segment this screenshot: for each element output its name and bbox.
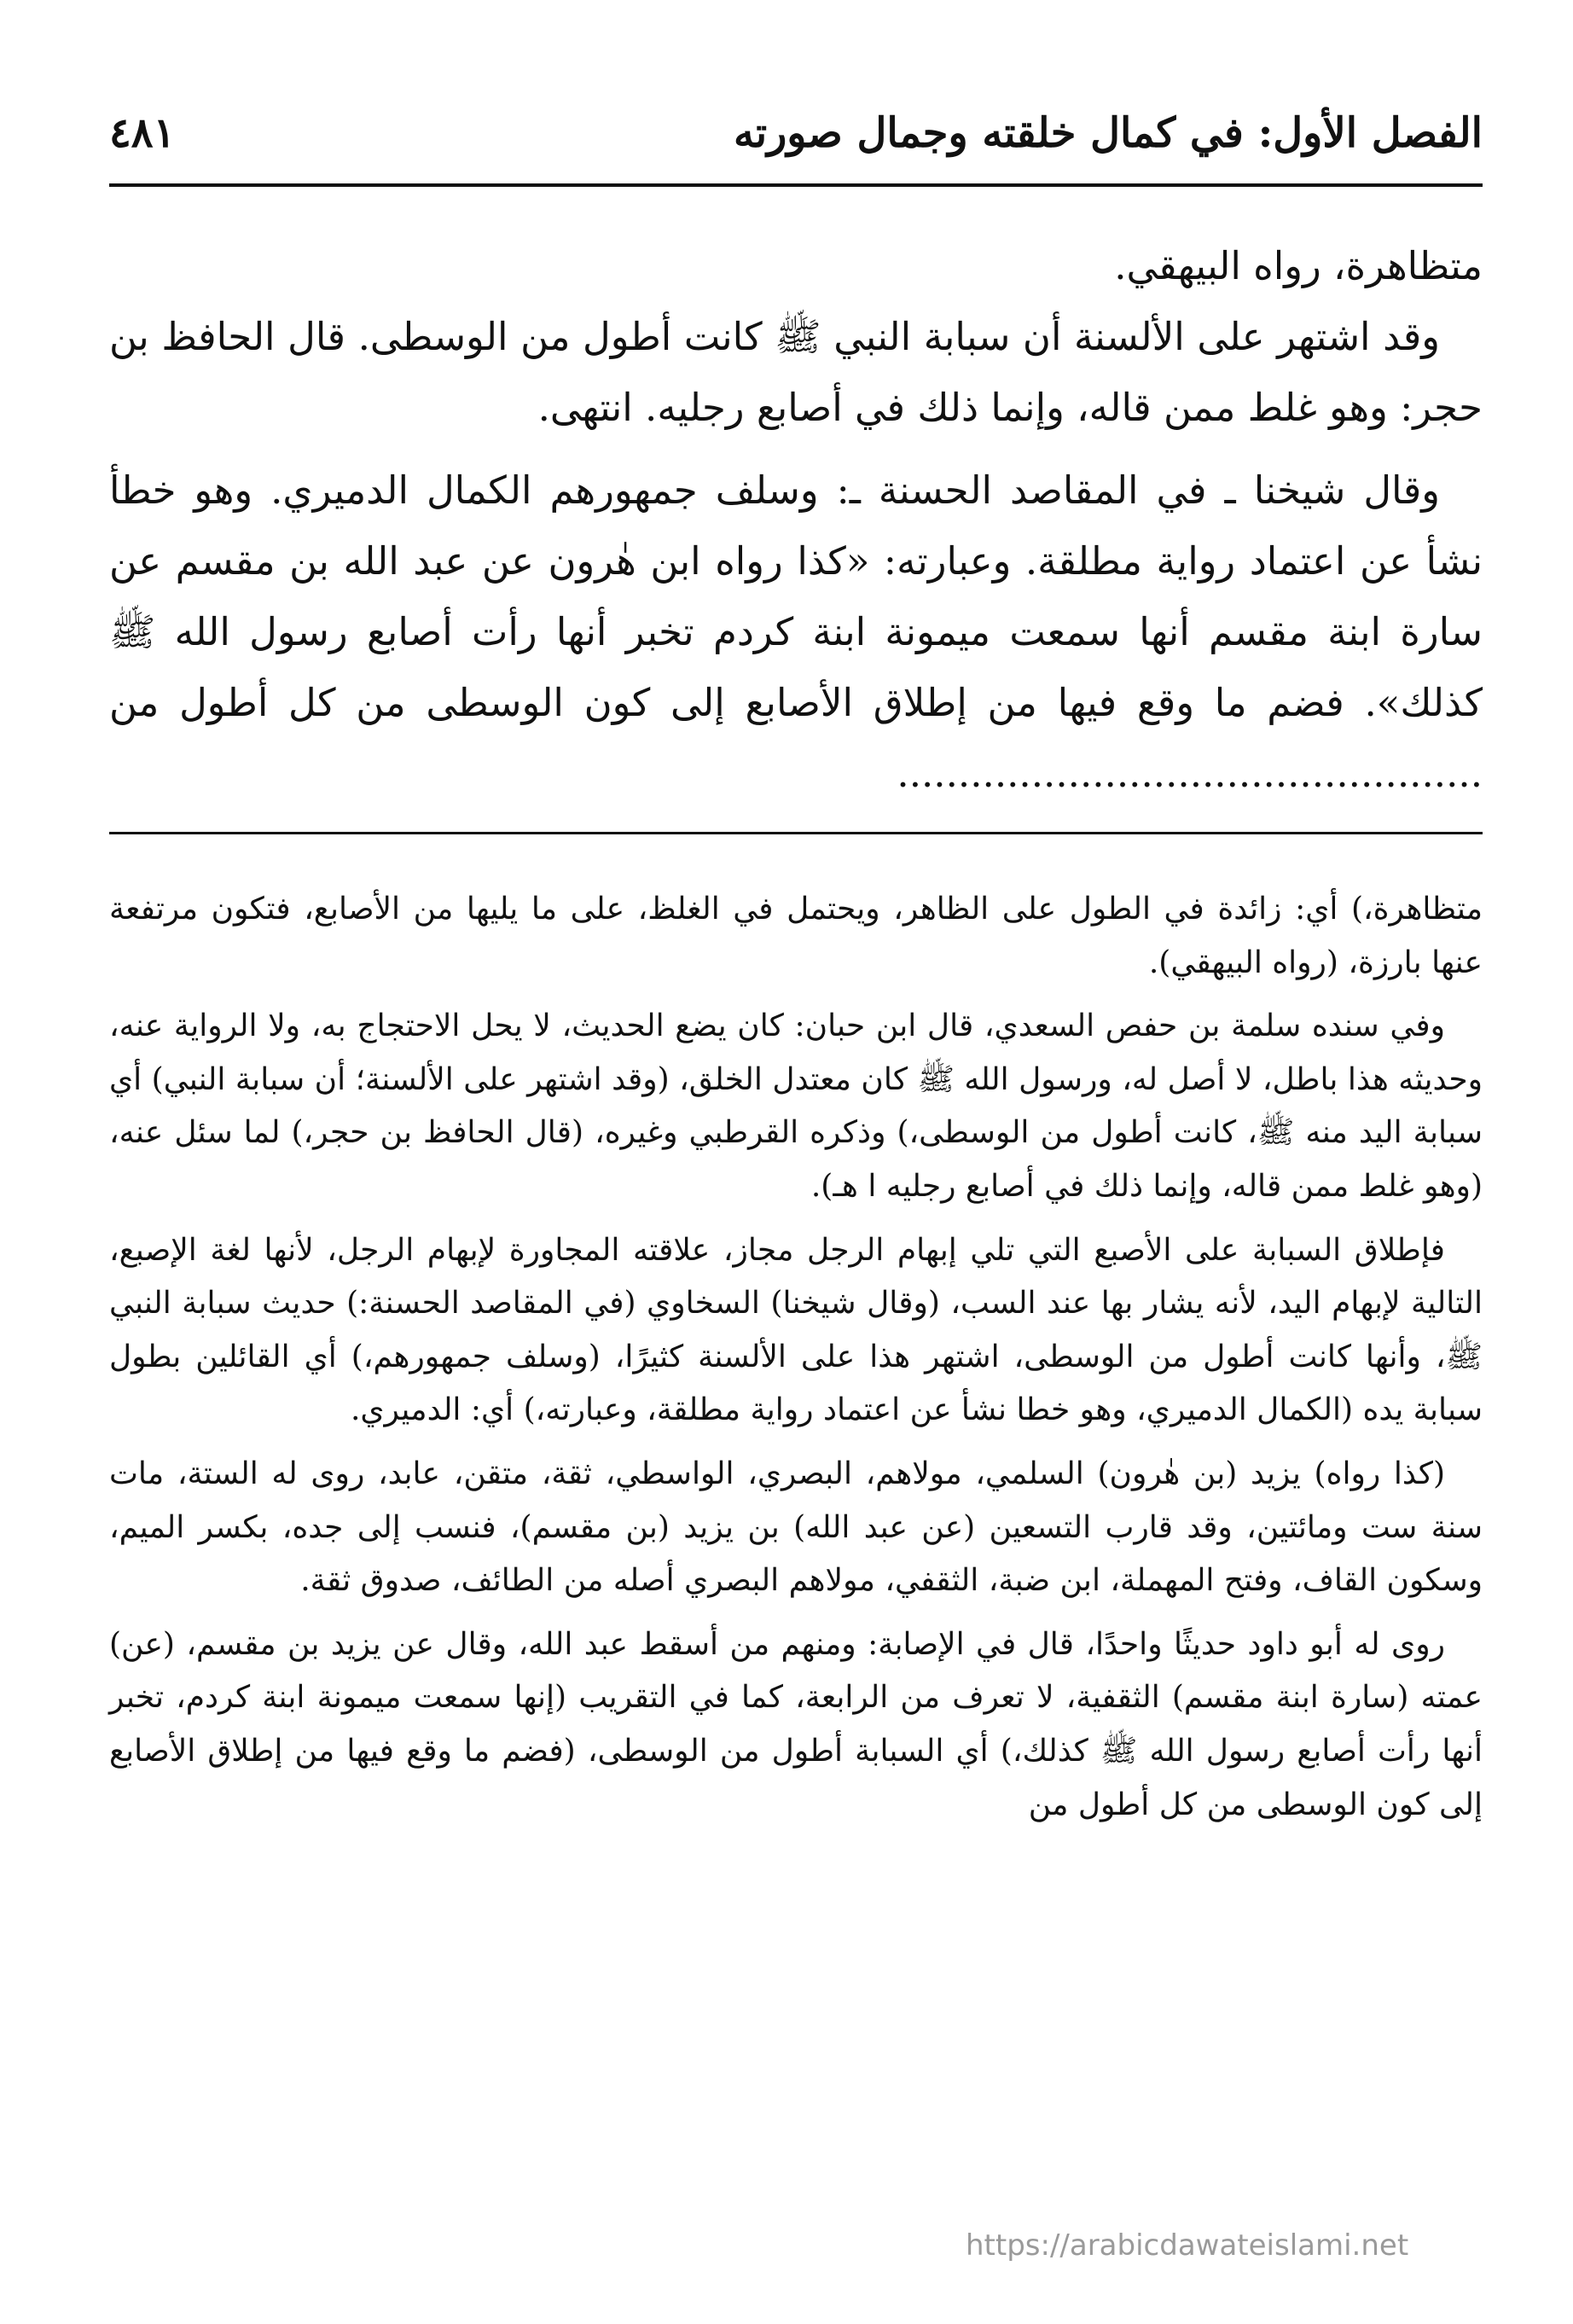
- commentary-text: [109, 883, 1483, 1832]
- watermark-url: https://arabicdawateislami.net: [966, 2228, 1409, 2263]
- paragraph-gap: [109, 990, 1483, 1000]
- paragraph-gap: [109, 1214, 1483, 1224]
- chapter-title: الفصل الأول: في كمال خلقته وجمال صورته: [733, 109, 1483, 157]
- text-divider: [109, 832, 1483, 834]
- main-paragraph: متظاهرة، رواه البيهقي.: [1114, 243, 1483, 288]
- commentary-paragraph: فإطلاق السبابة على الأصبع التي تلي إبهام الرجل مجاز، علاقته المجاورة لإبهام الرجل، لأنها لغة الإصبع، التالية لإبهام اليد، لأنه يشار بها عند السب، (وقال شيخنا) السخاوي (في المقاصد الحسنة:) حديث سبابة النبي ﷺ، وأنها كانت أطول من الوسطى، اشتهر هذا على الألسنة كثيرًا، (وسلف جمهورهم،) أي القائلين بطول سبابة يده (الكمال الدميري، وهو خطا نشأ عن اعتماد رواية مطلقة، وعبارته،) أي: الدميري.: [109, 1232, 1483, 1428]
- commentary-paragraph: وفي سنده سلمة بن حفص السعدي، قال ابن حبان: كان يضع الحديث، لا يحل الاحتجاج به، ولا الرواية عنه، وحديثه هذا باطل، لا أصل له، ورسول الله ﷺ كان معتدل الخلق، (وقد اشتهر على الألسنة؛ أن سبابة النبي) أي سبابة اليد منه ﷺ، كانت أطول من الوسطى،) وذكره القرطبي وغيره، (قال الحافظ بن حجر،) لما سئل عنه، (وهو غلط ممن قاله، وإنما ذلك في أصابع رجليه ا هـ).: [109, 1008, 1483, 1204]
- page-number: ٤٨١: [109, 109, 176, 157]
- paragraph-gap: [109, 1608, 1483, 1618]
- header-rule: [109, 183, 1483, 187]
- commentary-paragraph: متظاهرة،) أي: زائدة في الطول على الظاهر، ويحتمل في الغلظ، على ما يليها من الأصابع، فتكون مرتفعة عنها بارزة، (رواه البيهقي).: [109, 892, 1483, 980]
- main-text: [109, 230, 1483, 809]
- paragraph-gap: [109, 443, 1483, 455]
- paragraph-gap: [109, 1438, 1483, 1448]
- commentary-paragraph: روى له أبو داود حديثًا واحدًا، قال في الإصابة: ومنهم من أسقط عبد الله، وقال عن يزيد بن مقسم، (عن) عمته (سارة ابنة مقسم) الثقفية، لا تعرف من الرابعة، كما في التقريب (إنها سمعت ميمونة ابنة كردم، تخبر أنها رأت أصابع رسول الله ﷺ كذلك،) أي السبابة أطول من الوسطى، (فضم ما وقع فيها من إطلاق الأصابع إلى كون الوسطى من كل أطول من: [109, 1626, 1483, 1822]
- main-paragraph: وقد اشتهر على الألسنة أن سبابة النبي ﷺ كانت أطول من الوسطى. قال الحافظ بن حجر: وهو غلط ممن قاله، وإنما ذلك في أصابع رجليه. انتهى.: [109, 314, 1483, 430]
- page-header: [109, 101, 1483, 177]
- main-paragraph: وقال شيخنا ـ في المقاصد الحسنة ـ: وسلف جمهورهم الكمال الدميري. وهو خطأ نشأ عن اعتماد رواية مطلقة. وعبارته: «كذا رواه ابن هٰرون عن عبد الله بن مقسم عن سارة ابنة مقسم أنها سمعت ميمونة ابنة كردم تخبر أنها رأت أصابع رسول الله ﷺ كذلك». فضم ما وقع فيها من إطلاق الأصابع إلى كون الوسطى من كل أطول من ................................................: [109, 468, 1483, 796]
- commentary-paragraph: (كذا رواه) يزيد (بن هٰرون) السلمي، مولاهم، البصري، الواسطي، ثقة، متقن، عابد، روى له الستة، مات سنة ست ومائتين، وقد قارب التسعين (عن عبد الله) بن يزيد (بن مقسم)، فنسب إلى جده، بكسر الميم، وسكون القاف، وفتح المهملة، ابن ضبة، الثقفي، مولاهم البصري أصله من الطائف، صدوق ثقة.: [109, 1455, 1483, 1599]
